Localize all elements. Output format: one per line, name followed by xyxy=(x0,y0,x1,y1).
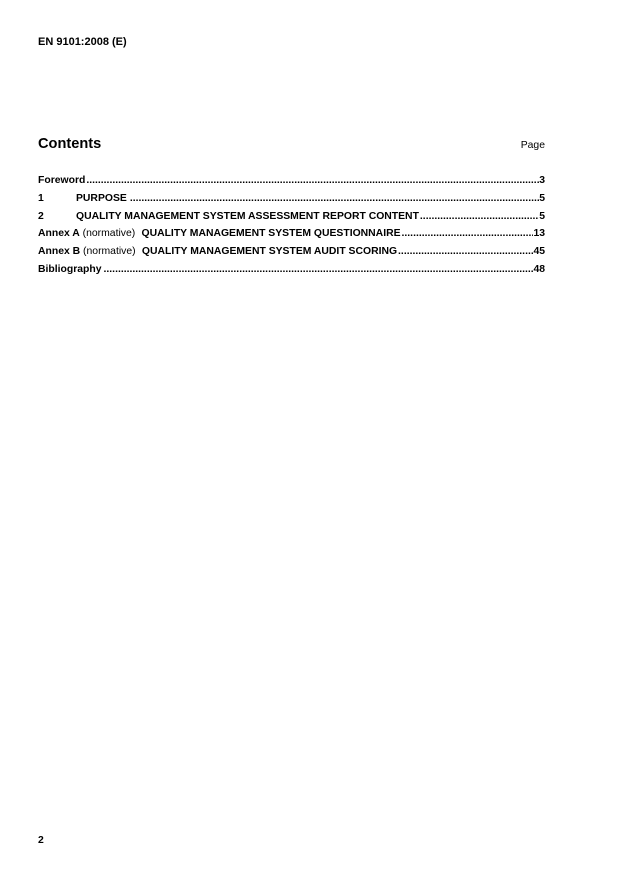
toc-page-number: 5 xyxy=(539,192,545,204)
page-number: 2 xyxy=(38,835,44,846)
page-column-label: Page xyxy=(520,140,545,151)
toc-entry-title: QUALITY MANAGEMENT SYSTEM ASSESSMENT REPORT CONTENT xyxy=(76,210,419,222)
toc-annex-qualifier: (normative) xyxy=(82,228,136,240)
toc-entry-title: Bibliography xyxy=(38,263,102,275)
toc-page-number: 3 xyxy=(539,175,545,186)
toc-annex-qualifier: (normative) xyxy=(83,246,136,258)
toc-entry-number: 1 xyxy=(38,192,44,204)
toc-entry-annex-b[interactable] xyxy=(38,243,545,261)
dot-leader xyxy=(402,225,534,243)
toc-page-number: 48 xyxy=(533,263,545,275)
toc-entry-bibliography[interactable] xyxy=(38,261,545,279)
toc-annex-label: Annex B xyxy=(38,246,81,258)
dot-leader xyxy=(420,208,539,226)
table-of-contents xyxy=(38,172,545,279)
toc-page-number: 13 xyxy=(533,228,545,240)
toc-annex-label: Annex A xyxy=(38,228,80,240)
toc-entry-purpose[interactable] xyxy=(38,190,545,208)
contents-title: Contents xyxy=(38,136,102,152)
toc-entry-number: 2 xyxy=(38,210,44,222)
toc-entry-title: PURPOSE xyxy=(76,192,127,204)
dot-leader xyxy=(130,190,539,208)
toc-entry-title: QUALITY MANAGEMENT SYSTEM AUDIT SCORING xyxy=(141,246,398,258)
dot-leader xyxy=(398,243,533,261)
toc-entry-title: QUALITY MANAGEMENT SYSTEM QUESTIONNAIRE xyxy=(141,228,401,240)
dot-leader xyxy=(104,261,534,279)
toc-entry-foreword[interactable] xyxy=(38,172,545,190)
dot-leader xyxy=(86,172,539,190)
document-identifier: EN 9101:2008 (E) xyxy=(38,36,127,48)
toc-page-number: 45 xyxy=(533,246,545,258)
toc-entry-assessment-report-content[interactable] xyxy=(38,208,545,226)
toc-entry-title: Foreword xyxy=(38,175,86,186)
contents-header xyxy=(38,136,545,154)
toc-page-number: 5 xyxy=(539,210,545,222)
toc-entry-annex-a[interactable] xyxy=(38,225,545,243)
